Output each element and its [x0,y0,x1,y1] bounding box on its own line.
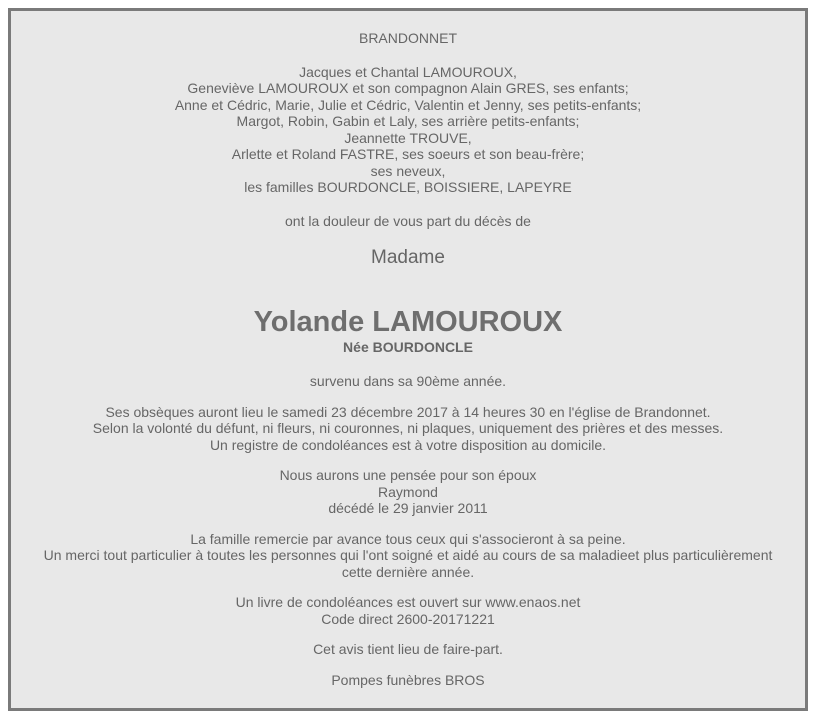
funeral-line: Selon la volonté du défunt, ni fleurs, ni couronnes, ni plaques, uniquement des prières et des messes. [92,420,724,436]
family-line: Geneviève LAMOUROUX et son compagnon Alain GRES, ses enfants; [187,80,629,96]
family-line: Anne et Cédric, Marie, Julie et Cédric, Valentin et Jenny, ses petits-enfants; [174,96,642,113]
funeral-line: Ses obsèques auront lieu le samedi 23 décembre 2017 à 14 heures 30 en l'église de Brandonnet. [105,403,711,420]
family-line: Jacques et Chantal LAMOUROUX, [299,63,517,80]
spouse-line: décédé le 29 janvier 2011 [328,500,488,516]
thanks-line: Un merci tout particulier à toutes les personnes qui l'ont soigné et aidé au cours de sa maladieet plus particulièrement [43,547,773,563]
thanks-line: La famille remercie par avance tous ceux qui s'associeront à sa peine. [190,530,626,547]
deceased-name: Yolande LAMOUROUX [253,306,563,338]
notice-content [11,11,805,688]
age-line: survenu dans sa 90ème année. [309,373,507,389]
family-line: Margot, Robin, Gabin et Laly, ses arrière petits-enfants; [236,113,580,129]
condolences-line: Code direct 2600-20171221 [321,610,495,627]
town: BRANDONNET [358,30,457,46]
notice-frame [8,8,808,711]
spouse-line: Raymond [378,483,438,500]
spouse-line: Nous aurons une pensée pour son époux [279,467,537,483]
deceased-title: Madame [371,247,445,268]
family-line: ses neveux, [370,162,446,179]
announcement: ont la douleur de vous part du décès de [285,212,531,229]
faire-part: Cet avis tient lieu de faire-part. [313,641,503,657]
family-line: Arlette et Roland FASTRE, ses soeurs et son beau-frère; [231,146,585,162]
maiden-name: Née BOURDONCLE [343,339,473,355]
condolences-line: Un livre de condoléances est ouvert sur www.enaos.net [235,594,581,610]
funeral-home: Pompes funèbres BROS [331,671,485,688]
funeral-line: Un registre de condoléances est à votre disposition au domicile. [209,436,607,453]
family-line: Jeannette TROUVE, [344,129,472,146]
thanks-line: cette dernière année. [341,563,475,580]
family-line: les familles BOURDONCLE, BOISSIERE, LAPEYRE [244,179,572,195]
